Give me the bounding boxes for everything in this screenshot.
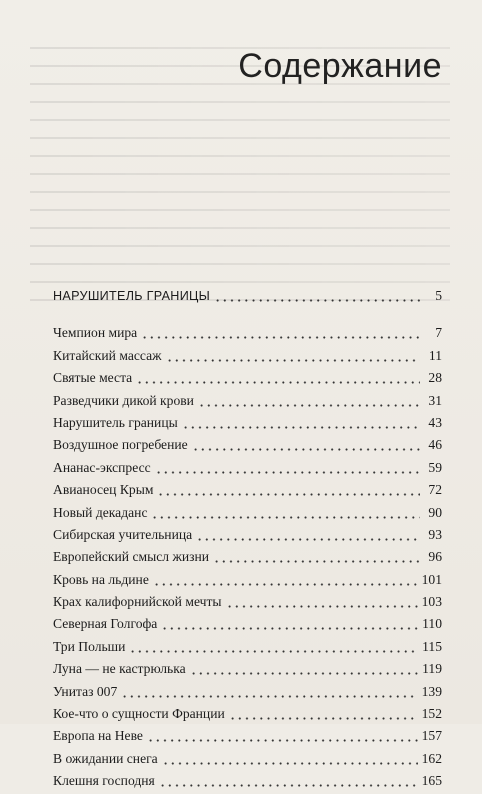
toc-entry-label: Чемпион мира xyxy=(53,325,138,341)
toc-entry-page: 157 xyxy=(421,728,442,744)
dot-leader xyxy=(129,639,418,653)
toc-entry-page: 43 xyxy=(428,414,442,430)
toc-entry-row xyxy=(53,726,442,748)
dot-leader xyxy=(214,288,420,302)
toc-entry-label: Клешня господня xyxy=(53,773,155,789)
toc-entry-label: В ожидании снега xyxy=(53,750,158,766)
toc-entry-row xyxy=(53,525,442,547)
toc-entry-row xyxy=(53,547,442,569)
toc-entry-page: 31 xyxy=(428,392,442,408)
toc-entry-label: Новый декаданс xyxy=(53,504,148,520)
toc-entry-label: Кое-что о сущности Франции xyxy=(53,706,225,722)
toc-section-page: 5 xyxy=(435,288,442,303)
toc-entry-list xyxy=(53,323,442,793)
toc-entry-label: Ананас-экспресс xyxy=(53,459,151,475)
toc-entry-label: Кровь на льдине xyxy=(53,571,149,587)
dot-leader xyxy=(190,661,418,675)
toc-entry-row xyxy=(53,637,442,659)
dot-leader xyxy=(136,370,420,384)
toc-entry-row xyxy=(53,570,442,592)
dot-leader xyxy=(121,684,417,698)
toc-section-row xyxy=(53,286,442,308)
toc-entry-row xyxy=(53,323,442,345)
toc-entry-row xyxy=(53,391,442,413)
dot-leader xyxy=(229,706,418,720)
toc-entry-row xyxy=(53,480,442,502)
toc-entry-row xyxy=(53,368,442,390)
toc-entry-page: 46 xyxy=(428,437,442,453)
toc-entry-row xyxy=(53,503,442,525)
toc-entry-label: Сибирская учительница xyxy=(53,526,193,542)
toc-entry-row xyxy=(53,659,442,681)
toc-entry-label: Разведчики дикой крови xyxy=(53,392,194,408)
toc-entry-row xyxy=(53,413,442,435)
toc-entry-page: 72 xyxy=(428,482,442,498)
toc-entry-page: 93 xyxy=(428,526,442,542)
dot-leader xyxy=(182,415,420,429)
toc-entry-page: 59 xyxy=(428,459,442,475)
toc-entry-row xyxy=(53,771,442,793)
toc-entry-page: 139 xyxy=(421,683,442,699)
toc-entry-row xyxy=(53,592,442,614)
toc-entry-page: 96 xyxy=(428,549,442,565)
toc-entry-page: 110 xyxy=(422,616,442,632)
toc-entry-label: Воздушное погребение xyxy=(53,437,188,453)
toc-entry-row xyxy=(53,749,442,771)
dot-leader xyxy=(198,393,420,407)
toc-entry-row xyxy=(53,346,442,368)
toc-entry-page: 115 xyxy=(422,638,442,654)
dot-leader xyxy=(159,773,418,787)
toc-entry-page: 162 xyxy=(421,750,442,766)
toc-entry-row xyxy=(53,458,442,480)
toc-entry-page: 119 xyxy=(422,661,442,677)
toc-entry-label: Европейский смысл жизни xyxy=(53,549,210,565)
toc-entry-label: Европа на Неве xyxy=(53,728,143,744)
toc-entry-label: Святые места xyxy=(53,370,133,386)
toc-entry-label: Крах калифорнийской мечты xyxy=(53,594,222,610)
toc-entry-label: Нарушитель границы xyxy=(53,414,178,430)
toc-entry-label: Луна — не кастрюлька xyxy=(53,661,186,677)
dot-leader xyxy=(213,549,420,563)
dot-leader xyxy=(153,572,418,586)
toc-section-label: НАРУШИТЕЛЬ ГРАНИЦЫ xyxy=(53,289,211,303)
toc-entry-label: Китайский массаж xyxy=(53,347,162,363)
dot-leader xyxy=(192,437,420,451)
dot-leader xyxy=(155,460,420,474)
dot-leader xyxy=(141,325,420,339)
toc-entry-row xyxy=(53,682,442,704)
toc-entry-label: Три Польши xyxy=(53,638,126,654)
dot-leader xyxy=(161,616,418,630)
toc-entry-label: Северная Голгофа xyxy=(53,616,158,632)
toc-entry-page: 90 xyxy=(428,504,442,520)
dot-leader xyxy=(166,348,420,362)
dot-leader xyxy=(196,527,420,541)
table-of-contents xyxy=(53,286,442,794)
dot-leader xyxy=(226,594,418,608)
toc-entry-row xyxy=(53,614,442,636)
toc-entry-page: 103 xyxy=(421,594,442,610)
toc-entry-label: Авианосец Крым xyxy=(53,482,154,498)
dot-leader xyxy=(147,728,418,742)
dot-leader xyxy=(157,482,420,496)
dot-leader xyxy=(151,505,420,519)
toc-entry-page: 101 xyxy=(421,571,442,587)
toc-entry-label: Унитаз 007 xyxy=(53,683,118,699)
toc-entry-page: 7 xyxy=(435,325,442,341)
toc-entry-row xyxy=(53,435,442,457)
page-title: Содержание xyxy=(238,46,442,85)
toc-entry-page: 28 xyxy=(428,370,442,386)
toc-entry-page: 152 xyxy=(421,706,442,722)
toc-entry-page: 165 xyxy=(421,773,442,789)
dot-leader xyxy=(162,751,418,765)
toc-entry-page: 11 xyxy=(428,347,442,363)
toc-entry-row xyxy=(53,704,442,726)
